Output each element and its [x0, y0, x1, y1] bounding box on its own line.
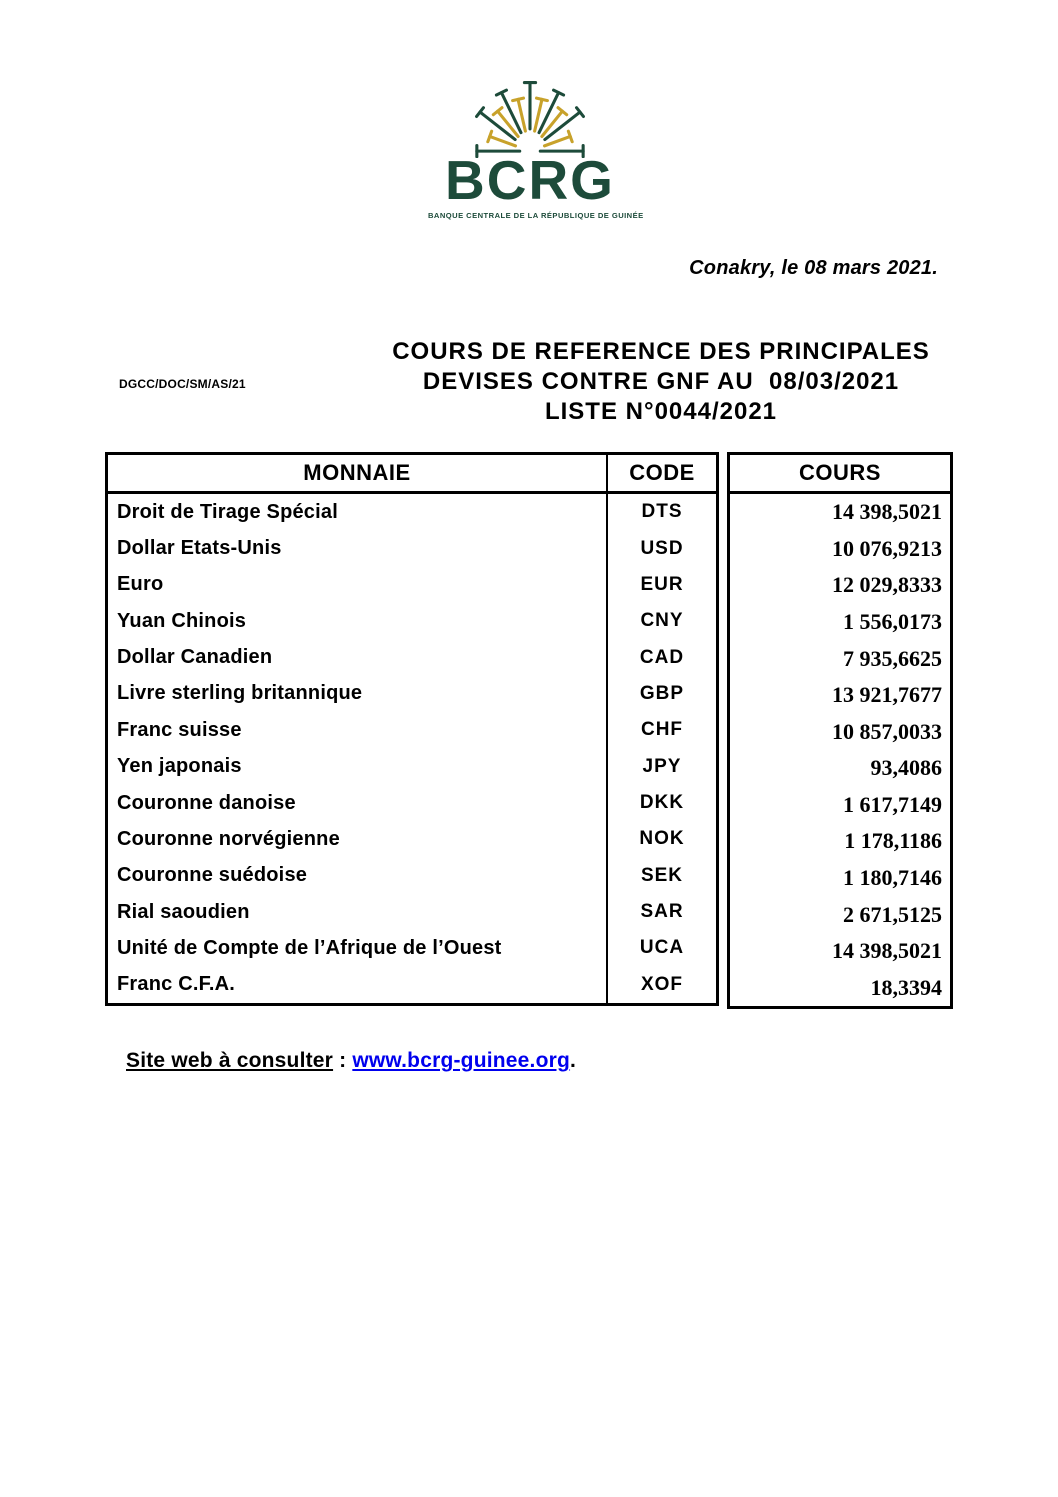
table-row — [730, 896, 950, 933]
bcrg-logo-subtitle: BANQUE CENTRALE DE LA RÉPUBLIQUE DE GUINÉE — [428, 211, 644, 221]
currency-name-cell: Couronne suédoise — [108, 858, 608, 894]
table-row — [108, 494, 716, 530]
table-row — [108, 712, 716, 748]
table-row — [108, 676, 716, 712]
currency-code-cell: USD — [640, 537, 684, 559]
currency-code-cell: SEK — [640, 864, 684, 886]
footer-separator: : — [333, 1049, 353, 1072]
table-row — [730, 713, 950, 750]
currency-rate-cell: 7 935,6625 — [843, 645, 942, 671]
table-row — [108, 603, 716, 639]
currency-code-cell: CHF — [640, 719, 684, 741]
currency-name-cell: Euro — [108, 567, 608, 603]
currency-rate-cell: 1 178,1186 — [844, 828, 942, 854]
currency-rate-cell: 18,3394 — [870, 974, 942, 1000]
table-row — [108, 858, 716, 894]
currency-name-cell: Unité de Compte de l’Afrique de l’Ouest — [108, 930, 608, 966]
currency-rate-cell: 10 076,9213 — [832, 535, 942, 561]
currency-rate-cell: 10 857,0033 — [832, 718, 942, 744]
currency-name-cell: Rial saoudien — [108, 894, 608, 930]
currency-name-cell: Couronne danoise — [108, 785, 608, 821]
bcrg-sunburst-icon — [444, 62, 616, 158]
currency-rate-cell: 1 617,7149 — [843, 791, 942, 817]
currency-name-cell: Franc suisse — [108, 712, 608, 748]
table-row — [730, 640, 950, 677]
currency-code-cell: EUR — [640, 573, 684, 595]
document-title — [330, 337, 992, 427]
title-line-2: DEVISES CONTRE GNF AU 08/03/2021 — [422, 368, 900, 395]
currency-name-cell: Livre sterling britannique — [108, 676, 608, 712]
currency-rate-cell: 1 180,7146 — [843, 865, 942, 891]
footer-period: . — [570, 1049, 577, 1072]
rates-table-right-box — [727, 452, 953, 1009]
column-header-cours: COURS — [799, 460, 881, 485]
currency-code-cell: XOF — [640, 973, 684, 995]
currency-name-cell: Dollar Canadien — [108, 639, 608, 675]
bcrg-logo — [428, 62, 644, 221]
footer-website-line — [126, 1049, 576, 1073]
column-header-monnaie: MONNAIE — [108, 455, 608, 491]
table-row — [730, 860, 950, 897]
currency-rate-cell: 1 556,0173 — [843, 609, 942, 635]
currency-code-cell: JPY — [642, 755, 682, 777]
table-row — [108, 785, 716, 821]
currency-name-cell: Yuan Chinois — [108, 603, 608, 639]
table-row — [730, 787, 950, 824]
currency-rate-cell: 2 671,5125 — [843, 901, 942, 927]
currency-name-cell: Dollar Etats-Unis — [108, 530, 608, 566]
currency-rate-cell: 93,4086 — [870, 755, 942, 781]
currency-rate-cell: 13 921,7677 — [832, 682, 942, 708]
table-row — [730, 677, 950, 714]
reference-code: DGCC/DOC/SM/AS/21 — [119, 377, 246, 391]
currency-code-cell: UCA — [639, 937, 685, 959]
table-row — [730, 531, 950, 568]
rates-table-left-box — [105, 452, 719, 1006]
table-row — [108, 639, 716, 675]
date-line: Conakry, le 08 mars 2021. — [689, 257, 938, 279]
table-row — [730, 823, 950, 860]
website-link[interactable]: www.bcrg-guinee.org — [352, 1049, 571, 1072]
table-row — [730, 567, 950, 604]
table-row — [730, 494, 950, 531]
title-line-1: COURS DE REFERENCE DES PRINCIPALES — [392, 338, 930, 365]
table-row — [730, 970, 950, 1007]
table-row — [108, 894, 716, 930]
table-row — [730, 933, 950, 970]
currency-name-cell: Franc C.F.A. — [108, 967, 608, 1003]
table-row — [730, 604, 950, 641]
currency-code-cell: SAR — [640, 901, 684, 923]
table-row — [108, 749, 716, 785]
currency-rate-cell: 14 398,5021 — [832, 938, 942, 964]
currency-code-cell: CNY — [640, 610, 684, 632]
bcrg-logo-acronym: BCRG — [445, 149, 615, 211]
currency-code-cell: NOK — [639, 828, 685, 850]
rates-table-left-body — [108, 494, 716, 1003]
currency-code-cell: DTS — [641, 501, 683, 523]
currency-code-cell: GBP — [639, 682, 685, 704]
table-row — [108, 930, 716, 966]
rates-table-right-body — [730, 494, 950, 1006]
table-row — [108, 967, 716, 1003]
rates-table-header-right — [730, 455, 950, 494]
table-row — [730, 750, 950, 787]
currency-name-cell: Couronne norvégienne — [108, 821, 608, 857]
table-row — [108, 530, 716, 566]
table-row — [108, 821, 716, 857]
currency-rate-cell: 14 398,5021 — [832, 499, 942, 525]
currency-name-cell: Droit de Tirage Spécial — [108, 494, 608, 530]
title-line-3: LISTE N°0044/2021 — [544, 398, 778, 425]
currency-name-cell: Yen japonais — [108, 749, 608, 785]
currency-rate-cell: 12 029,8333 — [832, 572, 942, 598]
currency-code-cell: DKK — [639, 792, 685, 814]
table-row — [108, 567, 716, 603]
currency-code-cell: CAD — [639, 646, 685, 668]
column-header-code: CODE — [629, 460, 695, 485]
rates-table-header-left — [108, 455, 716, 494]
footer-label: Site web à consulter — [126, 1049, 334, 1072]
